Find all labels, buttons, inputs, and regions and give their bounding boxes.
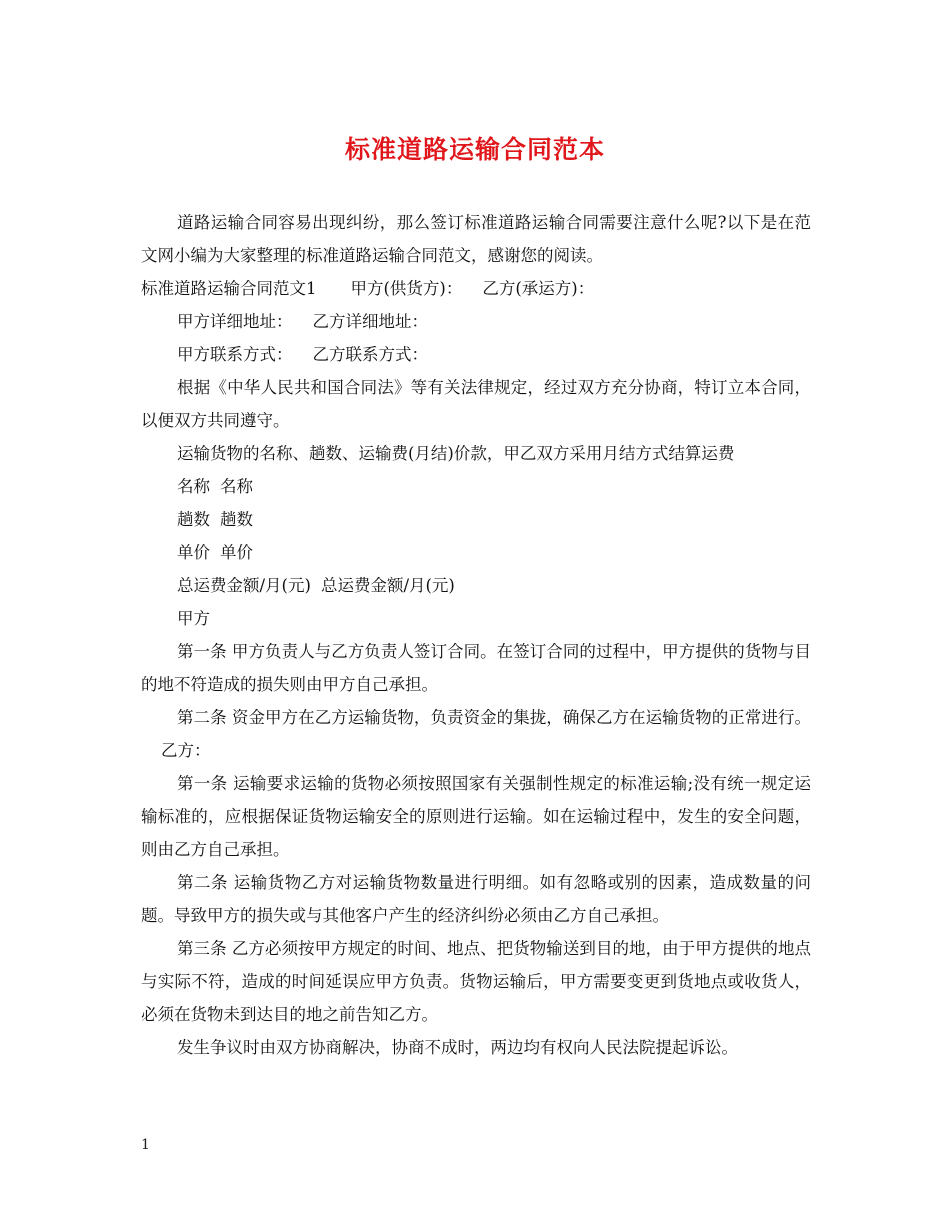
table-row-total	[141, 569, 811, 602]
table-row-name	[141, 470, 811, 503]
document-body	[141, 206, 811, 1064]
table-row-trips	[141, 503, 811, 536]
table-row-value: 单价	[220, 543, 253, 562]
party-b-section-label: 乙方：	[161, 741, 211, 760]
dispute-paragraph: 发生争议时由双方协商解决，协商不成时，两边均有权向人民法院提起诉讼。	[177, 1038, 738, 1057]
party-a-article-1: 第一条 甲方负责人与乙方负责人签订合同。在签订合同的过程中，甲方提供的货物与目的地不符造成的损失则由甲方自己承担。	[141, 642, 811, 694]
party-a-section-label: 甲方	[177, 609, 210, 628]
address-line	[141, 305, 811, 338]
party-a-article-2-text: 第二条 资金甲方在乙方运输货物，负责资金的集拢，确保乙方在运输货物的正常进行。	[177, 708, 811, 727]
table-row-label: 趟数	[177, 510, 210, 529]
table-row-value: 总运费金额/月(元)	[320, 576, 455, 595]
sample-heading: 标准道路运输合同范文1	[141, 279, 317, 298]
intro-paragraph: 道路运输合同容易出现纠纷，那么签订标准道路运输合同需要注意什么呢?以下是在范文网小编为大家整理的标准道路运输合同范文，感谢您的阅读。	[141, 213, 811, 265]
legal-basis-paragraph: 根据《中华人民共和国合同法》等有关法律规定，经过双方充分协商，特订立本合同，以便双方共同遵守。	[141, 378, 811, 430]
party-a-contact-label: 甲方联系方式：	[177, 345, 293, 364]
table-row-unit-price	[141, 536, 811, 569]
party-b-article-2: 第二条 运输货物乙方对运输货物数量进行明细。如有忽略或别的因素，造成数量的问题。导致甲方的损失或与其他客户产生的经济纠纷必须由乙方自己承担。	[141, 873, 811, 925]
contact-line	[141, 338, 811, 371]
party-b-carrier-label: 乙方(承运方)：	[482, 279, 595, 298]
goods-info-paragraph: 运输货物的名称、趟数、运输费(月结)价款，甲乙双方采用月结方式结算运费	[177, 444, 735, 463]
party-a-address-label: 甲方详细地址：	[177, 312, 293, 331]
party-a-supplier-label: 甲方(供货方)：	[350, 279, 463, 298]
party-b-address-label: 乙方详细地址：	[312, 312, 428, 331]
table-row-label: 名称	[177, 477, 210, 496]
party-a-article-2	[141, 701, 811, 767]
party-b-article-1: 第一条 运输要求运输的货物必须按照国家有关强制性规定的标准运输;没有统一规定运输标准的，应根据保证货物运输安全的原则进行运输。如在运输过程中，发生的安全问题，则由乙方自己承担。	[141, 774, 811, 859]
party-b-article-3: 第三条 乙方必须按甲方规定的时间、地点、把货物输送到目的地，由于甲方提供的地点与实际不符，造成的时间延误应甲方负责。货物运输后，甲方需要变更到货地点或收货人，必须在货物未到达目的地之前告知乙方。	[141, 939, 811, 1024]
party-b-contact-label: 乙方联系方式：	[312, 345, 428, 364]
document-title: 标准道路运输合同范本	[344, 135, 605, 164]
table-row-label: 单价	[177, 543, 210, 562]
table-row-label: 总运费金额/月(元)	[177, 576, 311, 595]
table-row-value: 名称	[220, 477, 253, 496]
page-number: 1	[141, 1137, 150, 1153]
table-row-value: 趟数	[220, 510, 253, 529]
sample-heading-line	[141, 272, 811, 305]
